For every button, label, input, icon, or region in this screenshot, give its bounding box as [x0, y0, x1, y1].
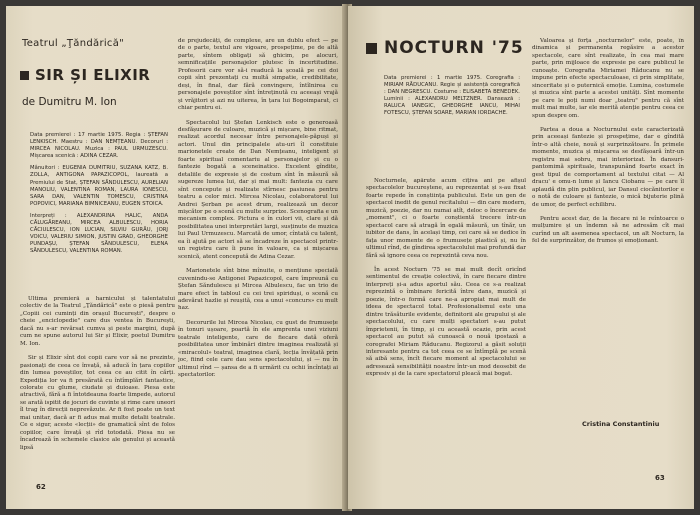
theatre-heading: Teatrul „Ţăndărică" [22, 38, 125, 49]
play-title [20, 66, 150, 84]
play-title-text: SIR ȘI ELIXIR [35, 66, 151, 84]
page-number: 63 [655, 474, 665, 482]
paragraph: În acest Nocturn '75 se mai mult decît oricînd sentimentul de creație colectivă, în care fiecare dintre interpreți și-a adus aportul său. Ceea ce s-a realizat reprezintă o îmbinare fericită între dans, muzică și poezie, într-o formă care ne-a apropiat mai mult de ideea de spectacol total. Profesionalismul este una dintre trăsăturile evidente, definitorii ale grupului și ale spectacolului, cu care mulți spectatori s-au putut împrietenii, în timp, și cu această ocazie, prin acest spectacol au putut să cunoască o nouă ipostază a coregrafei Miriam Răducanu. Regizorul a găsit soluții interesante pentru ca tot ceea ce se întîmplă pe scenă să aibă sens, încît fiecare moment al spectacolului se adresează sensibilității noastre într-un mod deosebit de expresiv și de la care spectatorul pleacă mai bogat. [366, 266, 526, 378]
author-signature: Cristina Constantiniu [582, 420, 660, 428]
nocturn-title [366, 38, 524, 58]
left-column-2 [178, 38, 338, 498]
paragraph: Ultima premieră a harnicului și talentatului colectiv de la Teatrul „Ţăndărică" este o piesă pentru „Copiii cei cuminți din orașul București", despre o cheie „enciclopedie" care dus ventea în București, dacă nu s-ar revărsat cumva și peste margini, după cum ne spune autorul lui Sir și Elixir, poetul Dumitru M. Ion. [20, 296, 175, 347]
paragraph: Decorurile lui Mircea Nicolau, cu gust de frumusețe în tonuri ușoare, poartă în ele amprenta unei viziuni teatrale inteligente, care de fiecare dată oferă posibilitatea unor îmbinări dintre imaginea realizată și «miracolul» teatral, imaginea clară, lecția învățată prin joc, fiind cele care dau sens spectacolului, și — nu în ultimul rînd — șansa de a fi urmărit cu ochii încîntați ai spectatorilor. [178, 319, 338, 379]
right-column-1 [366, 178, 526, 478]
credits-premiere: Data premierei : 17 martie 1975. Regia : ȘTEFAN LENKISCH. Maestru : DAN NEMȚEANU. Decoruri : MIRCEA NICOLAU. Muzica : PAUL URMUZESCU. Mișcarea scenică : ADINA CEZAR. [30, 132, 168, 160]
right-page [348, 6, 694, 509]
byline: de Dumitru M. Ion [22, 96, 117, 108]
nocturn-title-text: NOCTURN '75 [384, 38, 524, 58]
paragraph: Partea a doua a Nocturnului este caracterizată prin aceeași fantezie și prospețime, dar e gîndită într-o altă cheie, nouă și surprinzătoare. În primele momente, muzica și mișcarea se desfășoară într-un registru mai sobru, mai interiorizat. În dansuri-pantomimă spirituale, transpunând foarte exact în gest tipul de comportament al textului citat — Al dracu' e omu-n lume și Iancu Ciobanu — pe care îl aplaudă din plin publicul, iar Dansul ciocănitorilor e o notă de culoare și fantezie, o mică bijuterie plină de umor, de perfect echilibru. [532, 126, 684, 208]
left-page [6, 6, 346, 509]
credits-performers: Interpreți : ALEXANDRINA HALIC, ANDA CĂLUGĂREANU, MIRCEA ALBULESCU, HORIA CĂCIULESCU, ION LUCIAN, SILVIU GURĂU, JORJ VOICU, VALERIU SIMION, JUSTIN GRAD, GHEORGHE PUNDAȘU, ȘTEFAN SĂNDULESCU, ELENA SĂNDULESCU, VALENTINA ROMAN. [30, 212, 168, 255]
credits-block: Data premierei : 1 martie 1975. Coregrafia : MIRIAM RĂDUCANU. Regie și asistență coregrafică : DAN NEGRESCU. Costume : ELISABETA BENEDEK. Luminii : ALEXANDRU MELTZNER. Dansează : RALUCA IANEGIC, GHEORGHE IANCU, MIHAI FOTESCU, ȘTEFAN SOARE, MARIAN IORDACHE. [384, 75, 520, 117]
square-bullet-icon [20, 71, 29, 80]
paragraph: Sir și Elixir sînt doi copii care vor să ne prezinte, pasionați de ceea ce învață, să aducă în țara copiilor din lumea poveștilor, tot ceea ce au citit în cărți. Expediția lor va fi presărată cu întîmplări fantastice, colorate cu glume, ciudate și duioase. Piesa este atractivă, fără a fi întotdeauna foarte limpede, autorul se arată ispitit de jocuri de cuvinte și rime care uneori îl trag în direcții neprevăzute. Ar fi fost poate un text mai unitar, dacă ar fi adus mai multe detalii teatrale. Ce e sigur, aceste «lecții» de gramatică sînt de folos copiilor, care învață și rîd totodată. Piesa nu se încadrează în schemele clasice ale genului și această lipsă [20, 355, 175, 451]
paragraph: Marionetele sînt bine mînuite, o mențiune specială cuvenindu-se Antigonei Papazicopol, care împreună cu Ștefan Săndulescu și Mircea Albulescu, fac un trio de mare efect în tabloul cu cei trei spiriduși, o scenă cu adevărat hazlie și reușită, cea a unui «concurs» cu mult haz. [178, 268, 338, 312]
paragraph: de prejudecăți, de complexe, are un dublu efect — pe de o parte, textul are vigoare, prospețime, pe de altă parte, sîntem obligați să ghicim, pe alocuri, semnificațiile personajelor plutesc în incertitudine. Profesorii care vor să-i readucă la școală pe cei doi copii sînt prezentați cu multă simpatie, credibilitate, deși, în final, dar fără convingere, întîlnirea cu personajele poveștilor sînt întreținută cu aceeași vrajă și vrăjitori și azi nu uiterea, în țara lui Bogoimparat, ci chiar pentru ei. [178, 38, 338, 112]
paragraph: Spectacolul lui Ștefan Lenkisch este o generoasă desfășurare de culoare, muzică și mișcare, bine ritmat, realizat acordul necesar între personajele-păpuși și actori. Unul din principalele atu-uri îl constituie marionetele create de Dan Nemțeanu, inteligent și foarte spiritual comentariu al personajelor și cu o fantezie bogată a sceneinatice. Excelent gîndite, detaliile de expresie și de costum sînt în măsură să sugereze lumea lui, dar și mai mult: fantezia cu care sînt concepute și realizate stîrnesc pasiunea pentru teatru a celor mici. Mircea Nicolau, colaboratorul lui Andrei Șerban pe acest drum, realizează un decor mișcător pe o scenă cu multe surprize. Scenografia e un mecanism complex. Pictura e în culori vii, clare și dă posibilitatea unei interpretări largi, susținute de muzica lui Paul Urmuzescu. Marcată de umor, cîntată cu talent, ea îi ajută pe actori să se încadreze în spectacol printr-un registru care îi pune în valoare, ca și mișcarea scenică, atent concepută de Adina Cezar. [178, 119, 338, 260]
paragraph: Nocturnele, apărute acum cîțiva ani pe afișul spectacolelor bucureștene, au reprezentat și s-au fixat foarte repede în conștiința publicului. Este un gen de spectacol inedit de genul recitalului — din care modern, muzică, poezie, dar nu numai atît, deloc o încercare de „moment", ci o foarte conștientă trecere într-un spectacol care să atragă în egală măsură, un tînăr, un iubitor de dans, în același timp, cei care să se dedice în fața unor momente de o frumusețe plastică și, nu în ultimul rînd, de gîndirea spectacolului mai profundă dar fără să ignore ceea ce reprezintă ceva nou. [366, 178, 526, 259]
left-column-1 [20, 296, 175, 486]
page-number: 62 [36, 483, 46, 491]
paragraph: Pentru acest dar, de la fiecare ni le reîntoarce o mulțumire și un îndemn să ne adresăm cît mai curînd un alt asemenea spectacol, un alt Nocturn, la fel de surprinzător, de frumos și emoționant. [532, 215, 684, 245]
square-bullet-icon [366, 43, 377, 54]
right-column-2 [532, 38, 684, 458]
credits-manipulators: Mânuitori : EUGENIA DUMITRIU, SUZANA KATZ, B. ZOLLA, ANTIGONA PAPAZICOPOL, laureată a Premiului de Stat, ȘTEFAN SĂNDULESCU, AURELIAN MANOLIU, VALENTINA ROMAN, LAURA IONESCU, SARA DAN, VALENTIN TOMESCU, CRISTINA POPOVICI, MARIANA BIMNICEANU, EUGEN STOICA. [30, 165, 168, 207]
credits-block [30, 132, 168, 261]
paragraph: Valoarea și forța „nocturnelor" este, poate, în dinamica și permanenta regăsire a acestor spectacole, care sînt realizate, în cea mai mare parte, prin mijloace de expresie pe care publicul le cunoaște. Coregrafia Miriamei Răducanu nu se impune prin efecte spectaculoase, ci prin simplitate, sinceritate și o puternică emoție. Lumina, costumele și muzica sînt parte a acestei unități. Sînt momente pe care le poți numi doar „teatru" pentru că sînt mult mai multe, iar ele merită atenție pentru ceea ce spun despre om. [532, 38, 684, 119]
